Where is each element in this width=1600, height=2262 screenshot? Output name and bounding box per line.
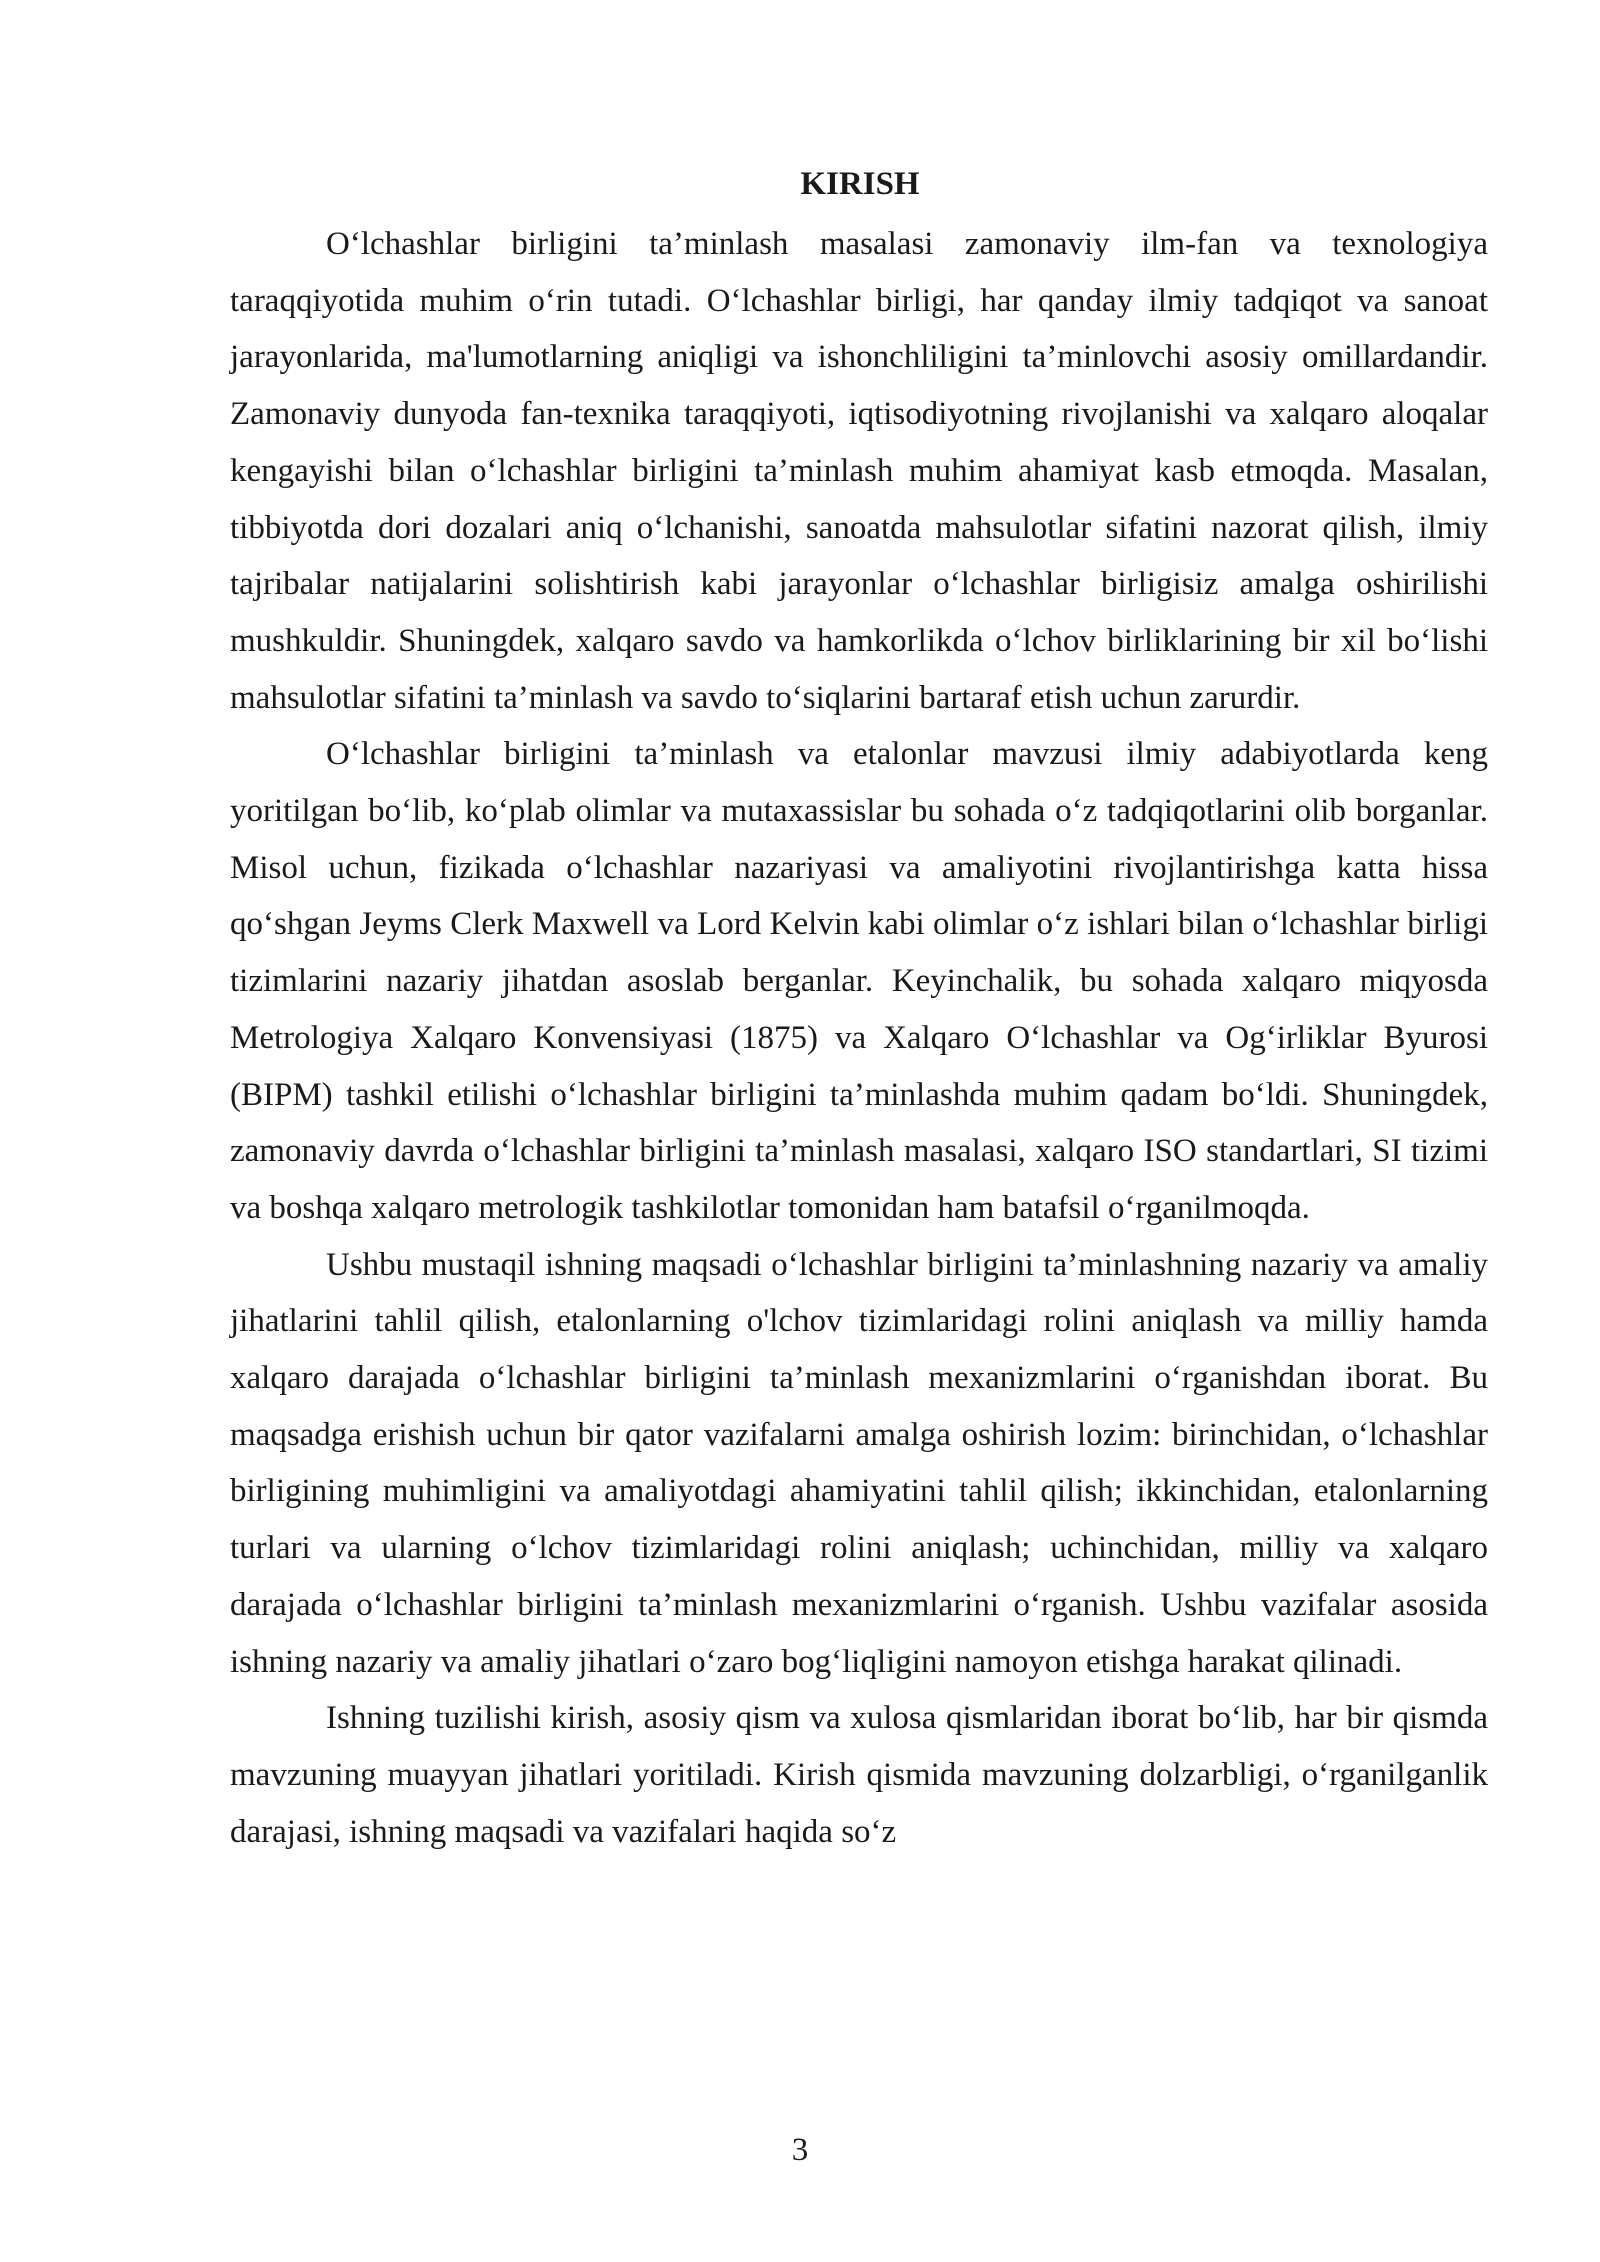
paragraph-3: Ushbu mustaqil ishning maqsadi o‘lchashlar birligini ta’minlashning nazariy va amaliy jihatlarini tahlil qilish, etalonlarning o'lchov tizimlaridagi rolini aniqlash va milliy hamda xalqaro darajada o‘lchashlar birligini ta’minlash mexanizmlarini o‘rganishdan iborat. Bu maqsadga erishish uchun bir qator vazifalarni amalga oshirish lozim: birinchidan, o‘lchashlar birligining muhimligini va amaliyotdagi ahamiyatini tahlil qilish; ikkinchidan, etalonlarning turlari va ularning o‘lchov tizimlaridagi rolini aniqlash; uchinchidan, milliy va xalqaro darajada o‘lchashlar birligini ta’minlash mexanizmlarini o‘rganish. Ushbu vazifalar asosida ishning nazariy va amaliy jihatlari o‘zaro bog‘liqligini namoyon etishga harakat qilinadi. (230, 1246, 1488, 1680)
page-number: 3 (791, 2132, 809, 2168)
paragraph-4: Ishning tuzilishi kirish, asosiy qism va xulosa qismlaridan iborat bo‘lib, har bir qismda mavzuning muayyan jihatlari yoritiladi. Kirish qismida mavzuning dolzarbligi, o‘rganilganlik darajasi, ishning maqsadi va vazifalari haqida so‘z (230, 1700, 1488, 1850)
paragraph-1: O‘lchashlar birligini ta’minlash masalasi zamonaviy ilm-fan va texnologiya taraqqiyotida muhim o‘rin tutadi. O‘lchashlar birligi, har qanday ilmiy tadqiqot va sanoat jarayonlarida, ma'lumotlarning aniqligi va ishonchliligini ta’minlovchi asosiy omillardandir. Zamonaviy dunyoda fan-texnika taraqqiyoti, iqtisodiyotning rivojlanishi va xalqaro aloqalar kengayishi bilan o‘lchashlar birligini ta’minlash muhim ahamiyat kasb etmoqda. Masalan, tibbiyotda dori dozalari aniq o‘lchanishi, sanoatda mahsulotlar sifatini nazorat qilish, ilmiy tajribalar natijalarini solishtirish kabi jarayonlar o‘lchashlar birligisiz amalga oshirilishi mushkuldir. Shuningdek, xalqaro savdo va hamkorlikda o‘lchov birliklarining bir xil bo‘lishi mahsulotlar sifatini ta’minlash va savdo to‘siqlarini bartaraf etish uchun zarurdir. (230, 226, 1488, 716)
document-page (230, 160, 1488, 1860)
paragraph-2: O‘lchashlar birligini ta’minlash va etalonlar mavzusi ilmiy adabiyotlarda keng yoritilgan bo‘lib, ko‘plab olimlar va mutaxassislar bu sohada o‘z tadqiqotlarini olib borganlar. Misol uchun, fizikada o‘lchashlar nazariyasi va amaliyotini rivojlantirishga katta hissa qo‘shgan Jeyms Clerk Maxwell va Lord Kelvin kabi olimlar o‘z ishlari bilan o‘lchashlar birligi tizimlarini nazariy jihatdan asoslab berganlar. Keyinchalik, bu sohada xalqaro miqyosda Metrologiya Xalqaro Konvensiyasi (1875) va Xalqaro O‘lchashlar va Og‘irliklar Byurosi (BIPM) tashkil etilishi o‘lchashlar birligini ta’minlashda muhim qadam bo‘ldi. Shuningdek, zamonaviy davrda o‘lchashlar birligini ta’minlash masalasi, xalqaro ISO standartlari, SI tizimi va boshqa xalqaro metrologik tashkilotlar tomonidan ham batafsil o‘rganilmoqda. (230, 736, 1488, 1226)
section-title: KIRISH (800, 166, 920, 202)
